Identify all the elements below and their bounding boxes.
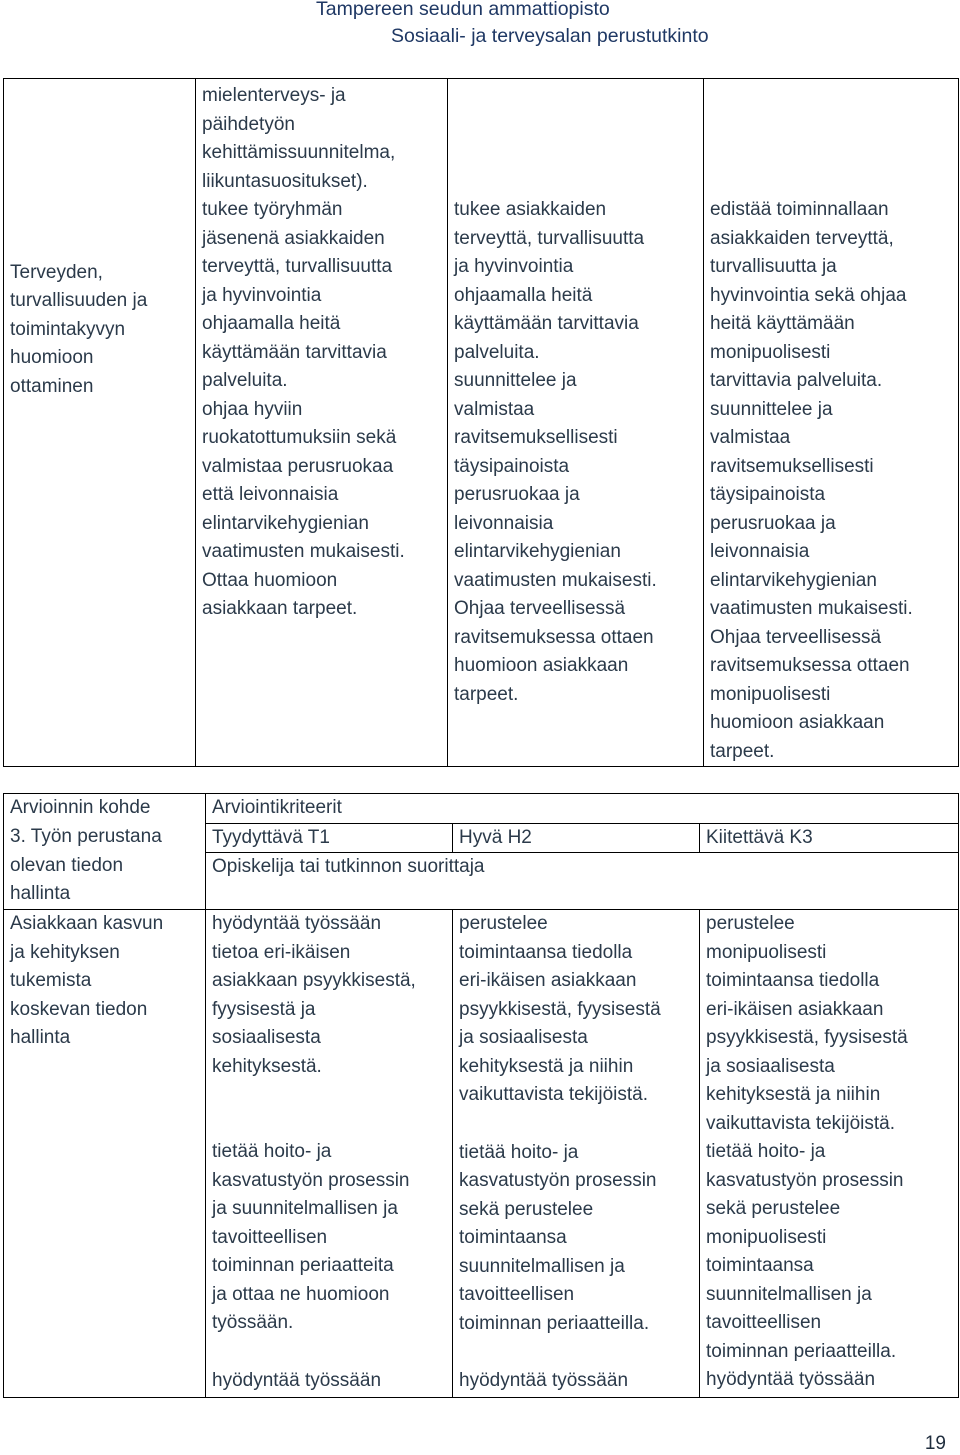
k3-criteria-c: hyödyntää työssään xyxy=(706,1369,876,1390)
section-title: 3. Työn perustana olevan tiedon hallinta xyxy=(10,826,162,904)
assessment-criteria-header: Arviointikriteerit xyxy=(206,794,959,824)
table-header-row xyxy=(4,794,959,824)
criteria-k3-text: edistää toiminnallaan asiakkaiden terveyttä, turvallisuutta ja hyvinvointia sekä ohjaa heitä käyttämään monipuolisesti tarvittavia palveluita. suunnittelee ja valmistaa ravitsemuksellisesti täysipainoista perusruokaa ja leivonnaisia elintarvikehygienian vaatimusten mukaisesti. Ohjaa terveellisessä ravitsemuksessa ottaen monipuolisesti huomioon asiakkaan tarpeet. xyxy=(710,199,913,762)
criteria-t1-cell xyxy=(196,79,448,767)
assessment-target-header: Arvioinnin kohde xyxy=(4,794,206,824)
page-number: 19 xyxy=(924,1433,946,1454)
row-title: Asiakkaan kasvun ja kehityksen tukemista koskevan tiedon hallinta xyxy=(10,913,164,1048)
section-title-cell xyxy=(4,823,206,910)
t1-criteria-a: hyödyntää työssään tietoa eri-ikäisen asiakkaan psyykkisestä, fyysisestä ja sosiaalisesta kehityksestä. xyxy=(212,913,416,1077)
table-row xyxy=(4,79,959,767)
grade-k3: Kiitettävä K3 xyxy=(700,823,959,853)
table-row xyxy=(4,910,959,1398)
criteria-h2-cell xyxy=(448,79,704,767)
k3-criteria-b: tietää hoito- ja kasvatustyön prosessin sekä perustelee monipuolisesti toimintaansa suunnitelmallisen ja tavoitteellisen toiminnan periaatteilla. xyxy=(706,1141,904,1362)
k3-criteria-a: perustelee monipuolisesti toimintaansa tiedolla eri-ikäisen asiakkaan psyykkisestä, fyysisestä ja sosiaalisesta kehityksestä ja niihin vaikuttavista tekijöistä. xyxy=(706,913,908,1134)
student-label: Opiskelija tai tutkinnon suorittaja xyxy=(206,853,959,910)
grade-row xyxy=(4,823,959,853)
t1-criteria-b: tietää hoito- ja kasvatustyön prosessin ja suunnitelmallisen ja tavoitteellisen toiminnan periaatteita ja ottaa ne huomioon työssään. xyxy=(212,1141,410,1333)
criteria-topic: Terveyden, turvallisuuden ja toimintakyvyn huomioon ottaminen xyxy=(10,261,148,397)
criteria-table-continued xyxy=(3,78,959,767)
h2-criteria-a: perustelee toimintaansa tiedolla eri-ikäisen asiakkaan psyykkisestä, fyysisestä ja sosiaalisesta kehityksestä ja niihin vaikuttavista tekijöistä. xyxy=(459,913,661,1105)
criteria-table xyxy=(3,793,959,1398)
k3-criteria-cell xyxy=(700,910,959,1398)
grade-h2: Hyvä H2 xyxy=(453,823,700,853)
criteria-h2-text: tukee asiakkaiden terveyttä, turvallisuutta ja hyvinvointia ohjaamalla heitä käyttämään tarvittavia palveluita. suunnittelee ja valmistaa ravitsemuksellisesti täysipainoista perusruokaa ja leivonnaisia elintarvikehygienian vaatimusten mukaisesti. Ohjaa terveellisessä ravitsemuksessa ottaen huomioon asiakkaan tarpeet. xyxy=(454,199,657,705)
h2-criteria-c: hyödyntää työssään xyxy=(459,1370,629,1391)
t1-criteria-c: hyödyntää työssään xyxy=(212,1369,382,1391)
row-title-cell xyxy=(4,910,206,1398)
criteria-k3-cell xyxy=(704,79,959,767)
header-degree: Sosiaali- ja terveysalan perustutkinto xyxy=(391,25,709,47)
t1-criteria-cell xyxy=(206,910,453,1398)
header-institution: Tampereen seudun ammattiopisto xyxy=(316,0,610,20)
criteria-topic-cell xyxy=(4,79,196,767)
h2-criteria-cell xyxy=(453,910,700,1398)
grade-t1: Tyydyttävä T1 xyxy=(206,823,453,853)
criteria-t1-text: mielenterveys- ja päihdetyön kehittämissuunnitelma, liikuntasuositukset). tukee työryhmän jäsenenä asiakkaiden terveyttä, turvallisuutta ja hyvinvointia ohjaamalla heitä käyttämään tarvittavia palveluita. ohjaa hyviin ruokatottumuksiin sekä valmistaa perusruokaa että leivonnaisia elintarvikehygienian vaatimusten mukaisesti. Ottaa huomioon asiakkaan tarpeet. xyxy=(202,85,405,619)
h2-criteria-b: tietää hoito- ja kasvatustyön prosessin sekä perustelee toimintaansa suunnitelmallisen ja tavoitteellisen toiminnan periaatteilla. xyxy=(459,1141,657,1334)
